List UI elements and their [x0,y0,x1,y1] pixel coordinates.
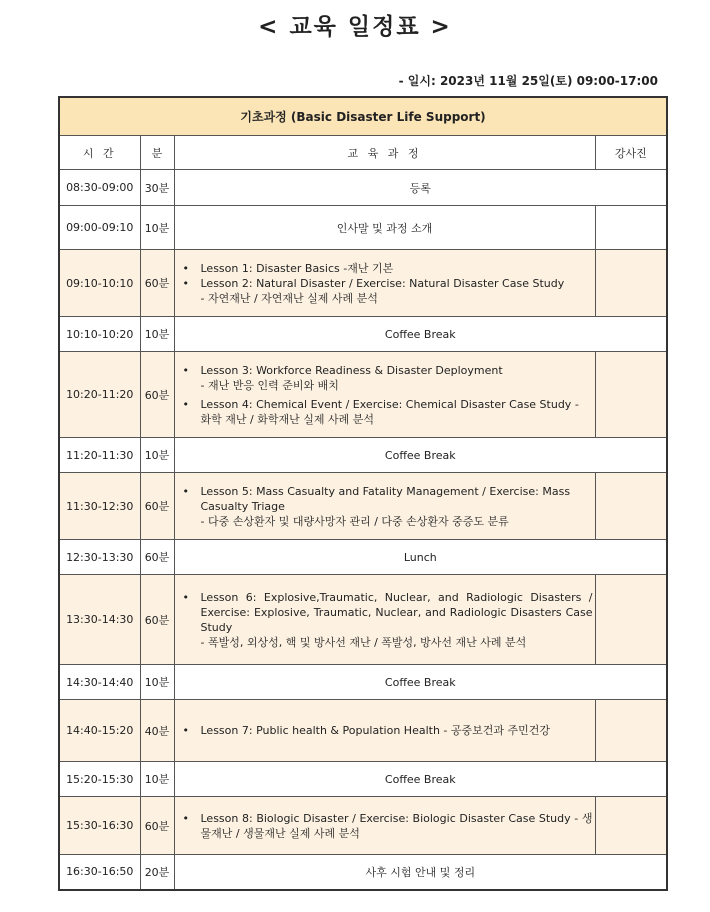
content-cell: 사후 시험 안내 및 정리 [174,855,667,890]
table-row [59,473,667,540]
course-header-row [59,97,667,136]
content-cell [174,700,595,762]
minutes-cell: 60분 [140,352,174,438]
list-item: • Lesson 6: Explosive,Traumatic, Nuclear, and Radiologic Disasters / Exercise: Explosive, Traumatic, Nuclear, and Radiologic Disasters Case Study [182,590,593,634]
list-item: • Lesson 2: Natural Disaster / Exercise: Natural Disaster Case Study [182,276,565,290]
time-cell: 08:30-09:00 [59,170,140,206]
header-minutes: 분 [140,136,174,170]
content-cell [174,797,595,855]
lesson-text: Lesson 4: Chemical Event / Exercise: Chemical Disaster Case Study - 화학 재난 / 화학재난 실제 사례 분석 [200,397,579,426]
minutes-cell: 60분 [140,473,174,540]
table-row [59,250,667,317]
minutes-cell: 10분 [140,762,174,797]
course-title: 기초과정 (Basic Disaster Life Support) [59,97,667,136]
content-cell: Lunch [174,540,667,575]
content-cell [174,250,595,317]
lesson-text: Lesson 3: Workforce Readiness & Disaster Deployment [200,363,503,377]
table-row [59,700,667,762]
content-cell [174,575,595,665]
list-item: • Lesson 4: Chemical Event / Exercise: Chemical Disaster Case Study - 화학 재난 / 화학재난 실제 사례 분석 [182,397,579,426]
header-instructor: 강사진 [595,136,667,170]
time-cell: 12:30-13:30 [59,540,140,575]
minutes-cell: 60분 [140,797,174,855]
header-time: 시 간 [59,136,140,170]
content-cell: Coffee Break [174,762,667,797]
time-cell: 10:20-11:20 [59,352,140,438]
instructor-cell [595,250,667,317]
time-cell: 16:30-16:50 [59,855,140,890]
table-row [59,665,667,700]
minutes-cell: 10분 [140,665,174,700]
schedule-table [58,96,668,891]
instructor-cell [595,700,667,762]
instructor-cell [595,797,667,855]
table-row [59,170,667,206]
table-row [59,540,667,575]
time-cell: 15:30-16:30 [59,797,140,855]
time-cell: 09:00-09:10 [59,206,140,250]
list-item: • Lesson 1: Disaster Basics -재난 기본 [182,261,394,275]
table-row [59,352,667,438]
lesson-text: Lesson 6: Explosive,Traumatic, Nuclear, and Radiologic Disasters / Exercise: Explosive, Traumatic, Nuclear, and Radiologic Disasters Case Study [200,590,593,634]
lesson-text: Lesson 8: Biologic Disaster / Exercise: Biologic Disaster Case Study - 생물재난 / 생물재난 실제 사례 분석 [200,811,593,840]
content-cell: Coffee Break [174,317,667,352]
header-content: 교 육 과 정 [174,136,595,170]
time-cell: 09:10-10:10 [59,250,140,317]
time-cell: 11:20-11:30 [59,438,140,473]
lesson-text: Lesson 2: Natural Disaster / Exercise: Natural Disaster Case Study [200,276,565,290]
instructor-cell [595,473,667,540]
table-row [59,855,667,890]
time-cell: 15:20-15:30 [59,762,140,797]
lesson-subtext: - 재난 반응 인력 준비와 배치 [200,378,339,392]
minutes-cell: 10분 [140,206,174,250]
minutes-cell: 20분 [140,855,174,890]
lesson-subtext: - 자연재난 / 자연재난 실제 사례 분석 [200,291,378,305]
minutes-cell: 10분 [140,317,174,352]
minutes-cell: 60분 [140,575,174,665]
minutes-cell: 60분 [140,540,174,575]
minutes-cell: 30분 [140,170,174,206]
lesson-subtext: - 폭발성, 외상성, 핵 및 방사선 재난 / 폭발성, 방사선 재난 사례 분석 [200,635,527,649]
lesson-text: Lesson 7: Public health & Population Health - 공중보건과 주민건강 [200,724,551,737]
time-cell: 10:10-10:20 [59,317,140,352]
list-item: • Lesson 7: Public health & Population Health - 공중보건과 주민건강 [182,724,551,737]
table-row [59,762,667,797]
time-cell: 11:30-12:30 [59,473,140,540]
minutes-cell: 10분 [140,438,174,473]
list-item: • Lesson 3: Workforce Readiness & Disaster Deployment [182,363,503,377]
date-line: - 일시: 2023년 11월 25일(토) 09:00-17:00 [398,74,658,88]
lesson-subtext: - 다중 손상환자 및 대량사망자 관리 / 다중 손상환자 중증도 분류 [200,514,509,528]
instructor-cell [595,575,667,665]
table-row [59,317,667,352]
instructor-cell [595,206,667,250]
content-cell: Coffee Break [174,665,667,700]
column-header-row [59,136,667,170]
list-item: • Lesson 8: Biologic Disaster / Exercise: Biologic Disaster Case Study - 생물재난 / 생물재난 실제 사례 분석 [182,811,593,840]
time-cell: 14:30-14:40 [59,665,140,700]
table-row [59,206,667,250]
table-row [59,797,667,855]
content-cell: 등록 [174,170,667,206]
time-cell: 13:30-14:30 [59,575,140,665]
content-cell: 인사말 및 과정 소개 [174,206,595,250]
table-row [59,438,667,473]
minutes-cell: 40분 [140,700,174,762]
list-item: • Lesson 5: Mass Casualty and Fatality Management / Exercise: Mass Casualty Triage [182,484,571,513]
table-row [59,575,667,665]
page-title: < 교육 일정표 > [258,14,452,40]
content-cell: Coffee Break [174,438,667,473]
instructor-cell [595,352,667,438]
lesson-text: Lesson 5: Mass Casualty and Fatality Management / Exercise: Mass Casualty Triage [200,484,571,513]
content-cell [174,352,595,438]
minutes-cell: 60분 [140,250,174,317]
content-cell [174,473,595,540]
time-cell: 14:40-15:20 [59,700,140,762]
lesson-text: Lesson 1: Disaster Basics -재난 기본 [200,261,394,275]
